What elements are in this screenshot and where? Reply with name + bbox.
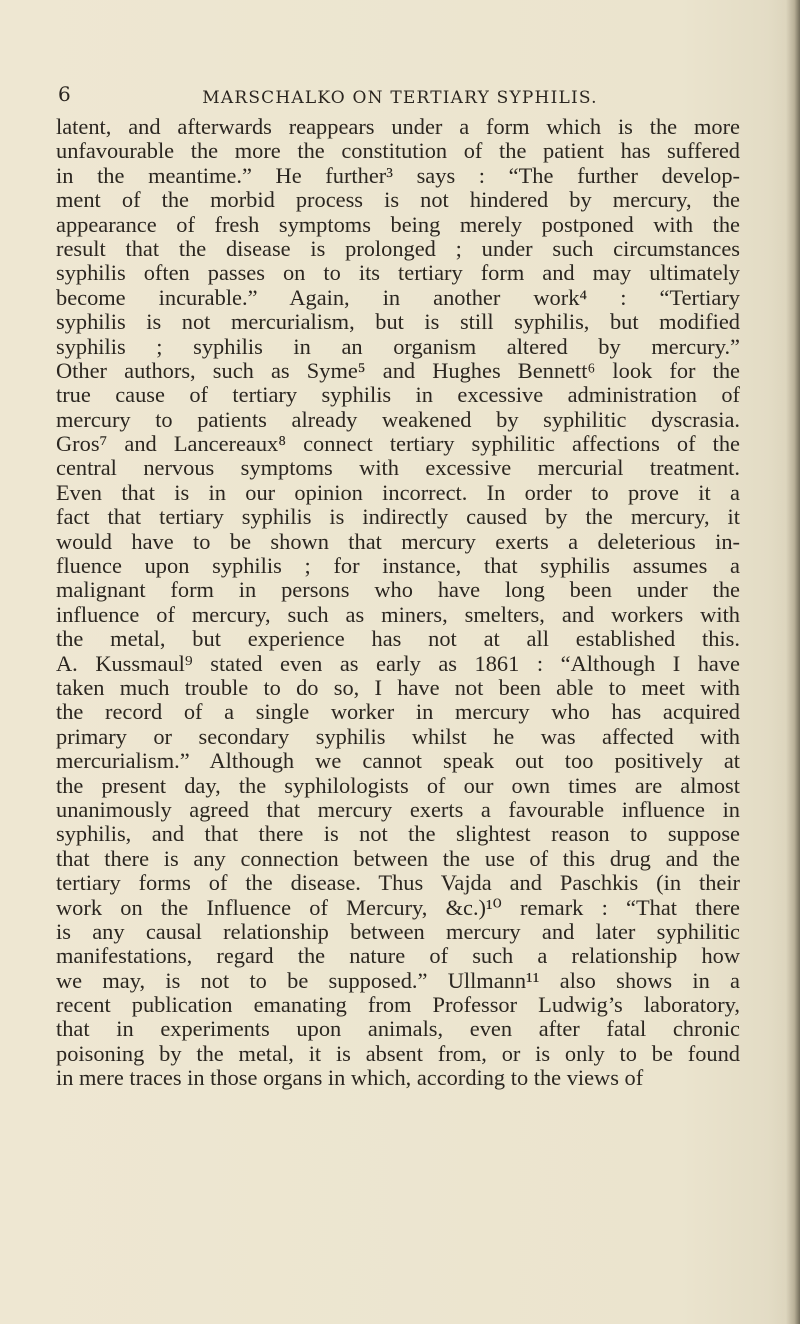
text-line: is any causal relationship between mercury and later syphilitic [56, 918, 740, 944]
text-line: unfavourable the more the constitution of the patient has suffered [56, 138, 740, 164]
text-line: appearance of fresh symptoms being merely postponed with the [56, 211, 740, 237]
text-line: central nervous symptoms with excessive mercurial treatment. [56, 455, 740, 481]
text-line: would have to be shown that mercury exerts a deleterious in- [56, 528, 740, 554]
text-line: mercury to patients already weakened by syphilitic dyscrasia. [56, 406, 740, 432]
page-number: 6 [58, 82, 71, 106]
text-line: A. Kussmaul⁹ stated even as early as 1861 : “Although I have [56, 650, 740, 676]
text-line: in mere traces in those organs in which, according to the views of [56, 1065, 644, 1091]
text-line: the record of a single worker in mercury who has acquired [56, 699, 740, 725]
text-line: that there is any connection between the use of this drug and the [56, 845, 740, 871]
text-line: fact that tertiary syphilis is indirectly caused by the mercury, it [56, 504, 740, 530]
text-line: malignant form in persons who have long been under the [56, 577, 740, 603]
text-line: Gros⁷ and Lancereaux⁸ connect tertiary syphilitic affections of the [56, 431, 740, 457]
text-line: Other authors, such as Syme⁵ and Hughes Bennett⁶ look for the [56, 357, 740, 383]
text-line: true cause of tertiary syphilis in excessive administration of [56, 382, 740, 408]
text-line: Even that is in our opinion incorrect. In order to prove it a [56, 479, 740, 505]
text-line: taken much trouble to do so, I have not been able to meet with [56, 674, 740, 700]
page-edge-shadow [786, 0, 800, 1324]
text-line: poisoning by the metal, it is absent from, or is only to be found [56, 1040, 740, 1066]
text-line: fluence upon syphilis ; for instance, that syphilis assumes a [56, 553, 740, 579]
text-line: we may, is not to be supposed.” Ullmann¹¹ also shows in a [56, 967, 740, 993]
text-line: primary or secondary syphilis whilst he was affected with [56, 723, 740, 749]
text-line: become incurable.” Again, in another work⁴ : “Tertiary [56, 284, 740, 310]
text-line: the present day, the syphilologists of our own times are almost [56, 772, 740, 798]
body-text [56, 115, 740, 1091]
text-line: latent, and afterwards reappears under a form which is the more [56, 114, 740, 139]
text-line: syphilis is not mercurialism, but is still syphilis, but modified [56, 309, 740, 335]
text-line: result that the disease is prolonged ; under such circumstances [56, 235, 740, 261]
text-line: in the meantime.” He further³ says : “The further develop- [56, 162, 740, 188]
text-line: work on the Influence of Mercury, &c.)¹⁰ remark : “That there [56, 894, 740, 920]
text-line: ment of the morbid process is not hindered by mercury, the [56, 187, 740, 213]
text-line: unanimously agreed that mercury exerts a favourable influence in [56, 796, 740, 822]
text-line: mercurialism.” Although we cannot speak out too positively at [56, 748, 740, 774]
text-line: influence of mercury, such as miners, smelters, and workers with [56, 601, 740, 627]
text-line: that in experiments upon animals, even after fatal chronic [56, 1016, 740, 1042]
text-line: syphilis often passes on to its tertiary form and may ultimately [56, 260, 740, 286]
text-line: manifestations, regard the nature of such a relationship how [56, 943, 740, 969]
text-line: the metal, but experience has not at all established this. [56, 626, 740, 652]
text-line: recent publication emanating from Professor Ludwig’s laboratory, [56, 992, 740, 1018]
text-line: syphilis, and that there is not the slightest reason to suppose [56, 821, 740, 847]
text-line: syphilis ; syphilis in an organism altered by mercury.” [56, 333, 740, 359]
text-line: tertiary forms of the disease. Thus Vajda and Paschkis (in their [56, 870, 740, 896]
running-head: MARSCHALKO ON TERTIARY SYPHILIS. [202, 88, 598, 108]
